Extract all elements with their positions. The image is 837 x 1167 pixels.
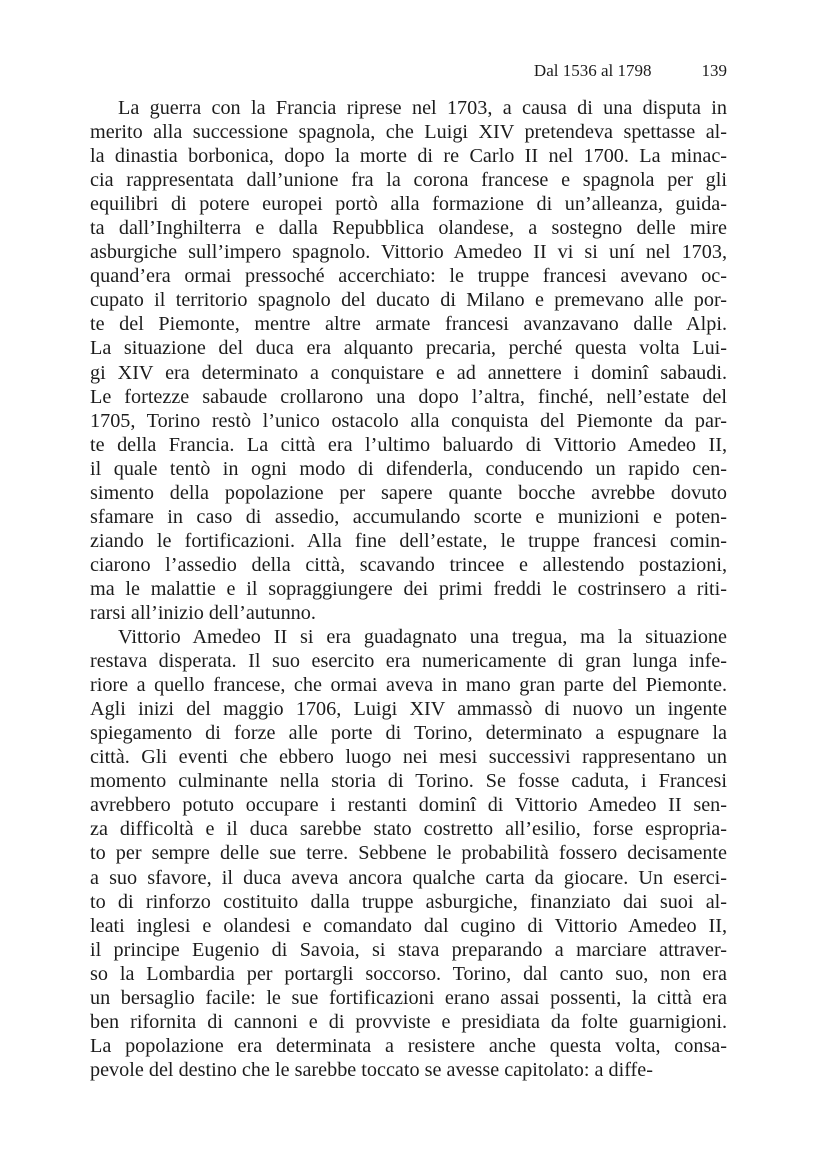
text-line: asburgiche sull’impero spagnolo. Vittorio Amedeo II vi si uní nel 1703, [90,241,727,264]
text-line: equilibri di potere europei portò alla formazione di un’alleanza, guida- [90,193,727,216]
text-line: te del Piemonte, mentre altre armate francesi avanzavano dalle Alpi. [90,313,727,336]
text-line: za difficoltà e il duca sarebbe stato costretto all’esilio, forse espropria- [90,818,727,841]
text-line: ta dall’Inghilterra e dalla Repubblica olandese, a sostegno delle mire [90,217,727,240]
text-line: un bersaglio facile: le sue fortificazioni erano assai possenti, la città era [90,986,727,1009]
paragraph [90,96,727,625]
text-line: pevole del destino che le sarebbe toccato se avesse capitolato: a diffe- [90,1058,653,1081]
text-line: restava disperata. Il suo esercito era numericamente di gran lunga infe- [90,650,727,673]
text-line: avrebbero potuto occupare i restanti dominî di Vittorio Amedeo II sen- [90,794,727,817]
text-line: to per sempre delle sue terre. Sebbene le probabilità fossero decisamente [90,842,727,865]
text-line: ciarono l’assedio della città, scavando trincee e allestendo postazioni, [90,553,727,576]
text-line: spiegamento di forze alle porte di Torino, determinato a espugnare la [90,722,727,745]
text-line: merito alla successione spagnola, che Luigi XIV pretendeva spettasse al- [90,121,727,144]
text-line: la dinastia borbonica, dopo la morte di re Carlo II nel 1700. La minac- [90,145,727,168]
text-line: città. Gli eventi che ebbero luogo nei mesi successivi rappresentano un [90,746,727,769]
text-line: La popolazione era determinata a resistere anche questa volta, consa- [90,1034,727,1057]
text-line: a suo sfavore, il duca aveva ancora qualche carta da giocare. Un eserci- [90,866,727,889]
text-line: Le fortezze sabaude crollarono una dopo l’altra, finché, nell’estate del [90,385,727,408]
text-line: il principe Eugenio di Savoia, si stava preparando a marciare attraver- [90,938,727,961]
running-head [90,60,727,82]
text-line: simento della popolazione per sapere quante bocche avrebbe dovuto [90,481,727,504]
running-head-title: Dal 1536 al 1798 [533,61,652,80]
text-line: riore a quello francese, che ormai aveva in mano gran parte del Piemonte. [90,674,727,697]
book-page [90,60,727,1082]
text-line: te della Francia. La città era l’ultimo baluardo di Vittorio Amedeo II, [90,433,727,456]
text-line: La guerra con la Francia riprese nel 1703, a causa di una disputa in [118,97,727,119]
text-line: leati inglesi e olandesi e comandato dal cugino di Vittorio Amedeo II, [90,914,727,937]
text-line: 1705, Torino restò l’unico ostacolo alla conquista del Piemonte da par- [90,409,727,432]
text-line: La situazione del duca era alquanto precaria, perché questa volta Lui- [90,337,727,360]
paragraph [90,625,727,1082]
text-line: gi XIV era determinato a conquistare e ad annettere i dominî sabaudi. [90,361,727,384]
text-line: cia rappresentata dall’unione fra la corona francese e spagnola per gli [90,169,727,192]
text-line: to di rinforzo costituito dalla truppe asburgiche, finanziato dai suoi al- [90,890,727,913]
body-text [90,96,727,1082]
text-line: so la Lombardia per portargli soccorso. Torino, dal canto suo, non era [90,962,727,985]
text-line: ma le malattie e il sopraggiungere dei primi freddi le costrinsero a riti- [90,577,727,600]
text-line: ziando le fortificazioni. Alla fine dell’estate, le truppe francesi comin- [90,529,727,552]
text-line: sfamare in caso di assedio, accumulando scorte e munizioni e poten- [90,505,727,528]
text-line: momento culminante nella storia di Torino. Se fosse caduta, i Francesi [90,770,727,793]
text-line: il quale tentò in ogni modo di difenderla, conducendo un rapido cen- [90,457,727,480]
text-line: Vittorio Amedeo II si era guadagnato una tregua, ma la situazione [118,626,727,649]
text-line: Agli inizi del maggio 1706, Luigi XIV ammassò di nuovo un ingente [90,698,727,721]
text-line: quand’era ormai pressoché accerchiato: le truppe francesi avevano oc- [90,265,727,288]
page-number: 139 [701,61,727,80]
text-line: ben rifornita di cannoni e di provviste e presidiata da folte guarnigioni. [90,1010,727,1033]
text-line: cupato il territorio spagnolo del ducato di Milano e premevano alle por- [90,289,727,312]
text-line: rarsi all’inizio dell’autunno. [90,601,316,624]
